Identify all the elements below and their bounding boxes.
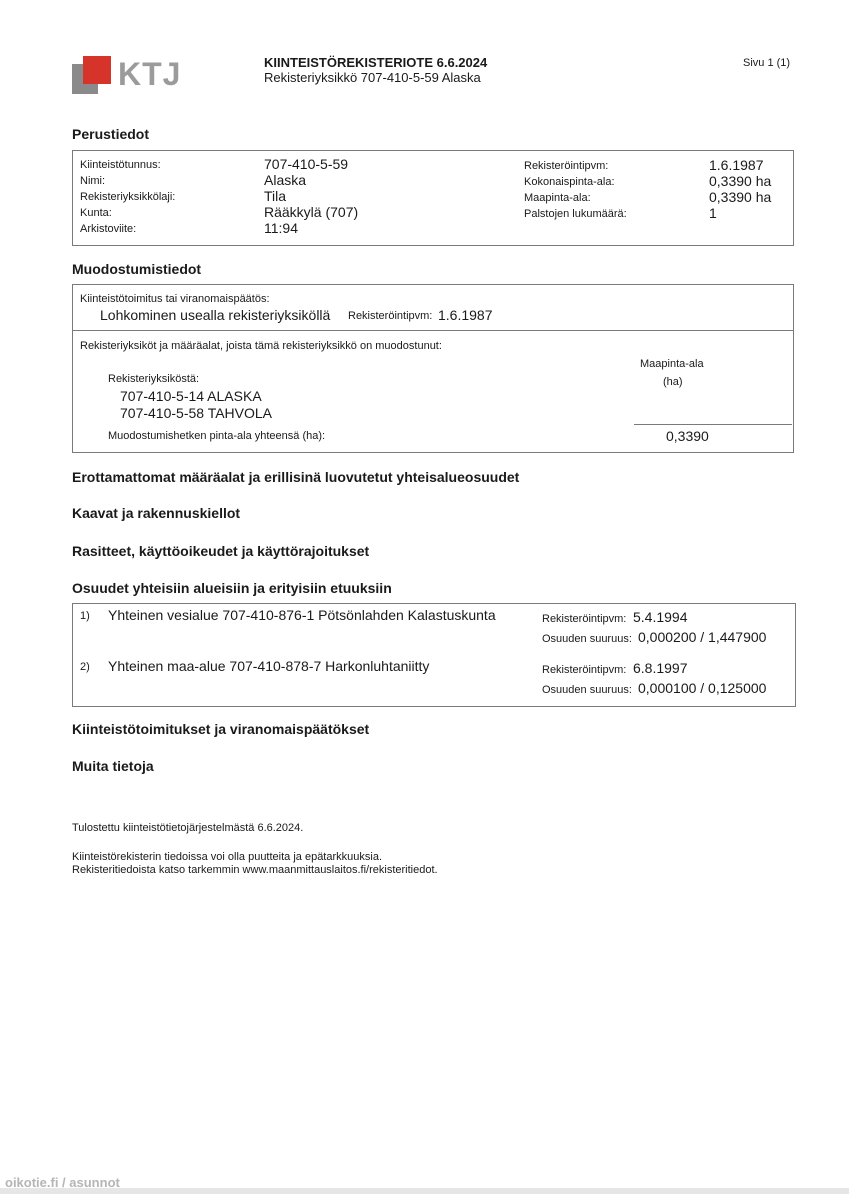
section-toimitukset: Kiinteistötoimitukset ja viranomaispäätökset (72, 721, 370, 737)
toimitus-label: Kiinteistötoimitus tai viranomaispäätös: (80, 293, 270, 305)
document-subtitle: Rekisteriyksikkö 707-410-5-59 Alaska (264, 70, 481, 85)
section-perustiedot: Perustiedot (72, 126, 150, 142)
from-item: 707-410-5-14 ALASKA (120, 388, 262, 404)
watermark-bar (0, 1188, 849, 1194)
field-label: Rekisteriyksikkölaji: (80, 191, 176, 203)
field-value: 11:94 (264, 220, 298, 236)
field-label: Kunta: (80, 207, 112, 219)
divider (73, 330, 793, 331)
disclaimer-line-2: Rekisteritiedoista katso tarkemmin www.maanmittauslaitos.fi/rekisteritiedot. (72, 864, 438, 876)
toimitus-value: Lohkominen usealla rekisteriyksiköllä (100, 307, 331, 323)
watermark: oikotie.fi / asunnot (5, 1175, 120, 1190)
total-label: Muodostumishetken pinta-ala yhteensä (ha): (108, 430, 326, 442)
share-size-value: 0,000100 / 0,125000 (638, 680, 767, 696)
section-erottamattomat: Erottamattomat määräalat ja erillisinä luovutetut yhteisalueosuudet (72, 469, 520, 485)
field-label: Rekisteröintipvm: (524, 160, 609, 172)
share-size-value: 0,000200 / 1,447900 (638, 629, 767, 645)
ktj-logo (72, 56, 182, 96)
field-value: 707-410-5-59 (264, 156, 349, 172)
field-value: Rääkkylä (707) (264, 204, 359, 220)
field-value: 0,3390 ha (709, 189, 772, 205)
share-size-label: Osuuden suuruus: (542, 684, 632, 696)
from-item: 707-410-5-58 TAHVOLA (120, 405, 273, 421)
from-label: Rekisteriyksiköstä: (108, 373, 200, 385)
share-reg-label: Rekisteröintipvm: (542, 613, 627, 625)
field-value: 1 (709, 205, 717, 221)
share-reg-value: 6.8.1997 (633, 660, 688, 676)
field-label: Nimi: (80, 175, 106, 187)
section-muita-tietoja: Muita tietoja (72, 758, 154, 774)
share-reg-label: Rekisteröintipvm: (542, 664, 627, 676)
registration-date-label: Rekisteröintipvm: (348, 310, 433, 322)
share-number: 1) (80, 610, 90, 622)
origin-label: Rekisteriyksiköt ja määräalat, joista tämä rekisteriyksikkö on muodostunut: (80, 340, 442, 352)
field-value: 0,3390 ha (709, 173, 772, 189)
field-value: Alaska (264, 172, 307, 188)
share-size-label: Osuuden suuruus: (542, 633, 632, 645)
document-title: KIINTEISTÖREKISTERIOTE 6.6.2024 (264, 55, 488, 70)
share-number: 2) (80, 661, 90, 673)
perustiedot-box (72, 150, 794, 246)
logo-text: KTJ (118, 56, 182, 92)
share-name: Yhteinen vesialue 707-410-876-1 Pötsönlahden Kalastuskunta (108, 607, 496, 623)
total-divider (634, 424, 792, 425)
registration-date-value: 1.6.1987 (438, 307, 493, 323)
disclaimer-line-1: Kiinteistörekisterin tiedoissa voi olla puutteita ja epätarkkuuksia. (72, 851, 382, 863)
field-label: Maapinta-ala: (524, 192, 591, 204)
area-column-unit: (ha) (663, 376, 683, 388)
share-name: Yhteinen maa-alue 707-410-878-7 Harkonluhtaniitty (108, 658, 430, 674)
section-osuudet: Osuudet yhteisiin alueisiin ja erityisiin etuuksiin (72, 580, 392, 596)
section-kaavat: Kaavat ja rakennuskiellot (72, 505, 241, 521)
total-value: 0,3390 (666, 428, 709, 444)
section-rasitteet: Rasitteet, käyttöoikeudet ja käyttörajoitukset (72, 543, 370, 559)
field-label: Arkistoviite: (80, 223, 137, 235)
field-value: Tila (264, 188, 287, 204)
field-label: Kokonaispinta-ala: (524, 176, 615, 188)
field-label: Palstojen lukumäärä: (524, 208, 627, 220)
share-reg-value: 5.4.1994 (633, 609, 688, 625)
page-number: Sivu 1 (1) (743, 57, 791, 69)
section-muodostumistiedot: Muodostumistiedot (72, 261, 202, 277)
field-label: Kiinteistötunnus: (80, 159, 161, 171)
area-column-label: Maapinta-ala (640, 358, 704, 370)
printed-note: Tulostettu kiinteistötietojärjestelmästä 6.6.2024. (72, 822, 304, 834)
field-value: 1.6.1987 (709, 157, 764, 173)
